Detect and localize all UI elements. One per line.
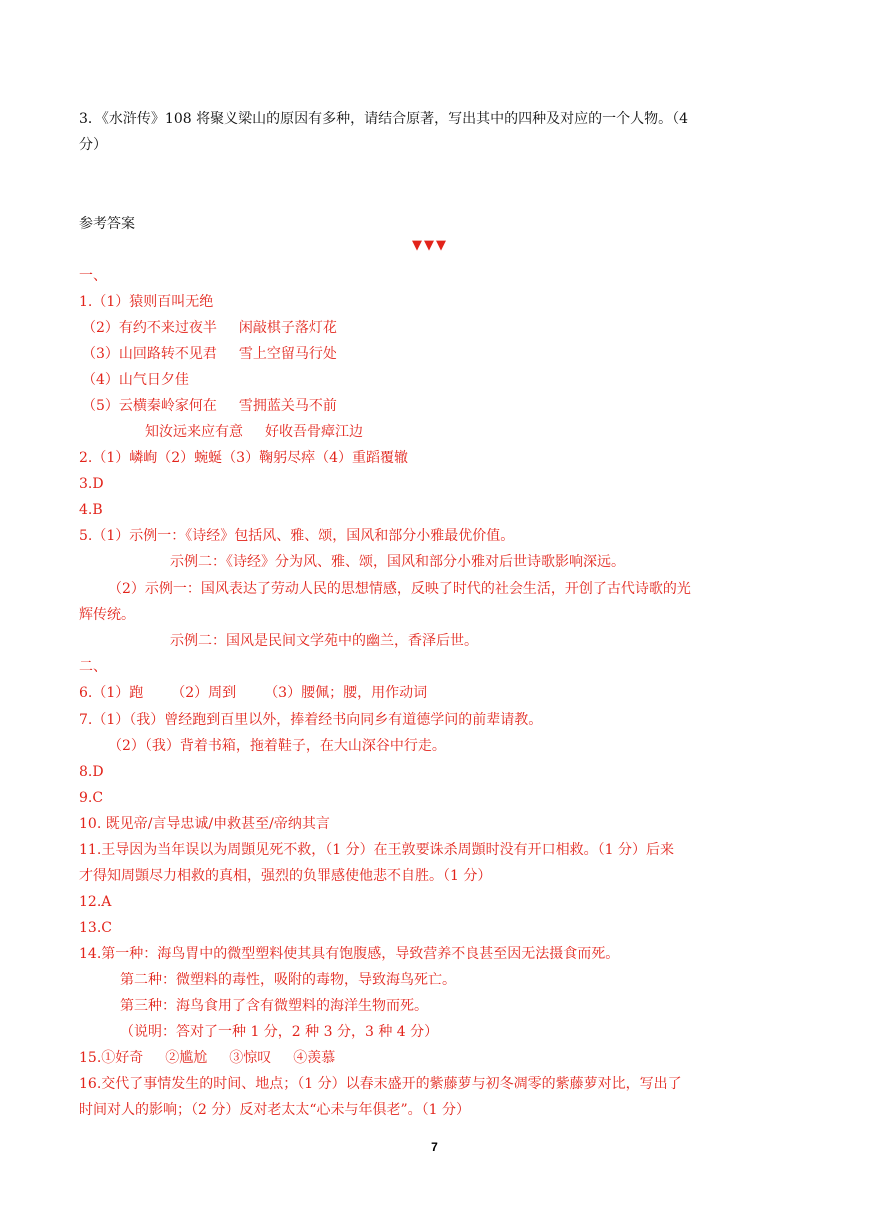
answer-11-line-2: 才得知周顗尽力相救的真相，强烈的负罪感使他悲不自胜。（1 分）: [79, 868, 492, 884]
answer-4: 4.B: [79, 502, 103, 518]
answer-16-line-1: 16.交代了事情发生的时间、地点；（1 分）以春末盛开的紫藤萝与初冬凋零的紫藤萝对比，写出了: [79, 1076, 682, 1092]
answer-1-part-2-a: （2）有约不来过夜半: [82, 320, 217, 336]
answer-16-line-2: 时间对人的影响；（2 分）反对老太太“心未与年俱老”。（1 分）: [79, 1102, 471, 1118]
answer-1-part-1: 1.（1）猿则百叫无绝: [79, 294, 214, 310]
answer-15-a: 15.①好奇: [79, 1050, 144, 1066]
answer-10: 10. 既见帝/言导忠诚/申救甚至/帝纳其言: [79, 816, 330, 832]
question-3-line-1: 3．《水浒传》108 将聚义梁山的原因有多种，请结合原著，写出其中的四种及对应的一个人物。（4: [79, 111, 688, 127]
page-number: 7: [431, 1140, 438, 1154]
answer-5-line-5: 示例二：国风是民间文学苑中的幽兰，香泽后世。: [170, 633, 478, 649]
answer-14-line-2: 第二种：微塑料的毒性，吸附的毒物，导致海鸟死亡。: [120, 972, 456, 988]
triangle-marker-icon: ▼▼▼: [412, 238, 448, 253]
answer-14-line-3: 第三种：海鸟食用了含有微塑料的海洋生物而死。: [120, 998, 428, 1014]
answer-15: [79, 1049, 335, 1067]
answer-14-line-1: 14.第一种：海鸟胃中的微型塑料使其具有饱腹感，导致营养不良甚至因无法摄食而死。: [79, 946, 620, 962]
answer-6-c: （3）腰佩；腰，用作动词: [264, 685, 428, 701]
answer-1-part-5-a: （5）云横秦岭家何在: [82, 398, 217, 414]
answer-1-part-2-b: 闲敲棋子落灯花: [238, 320, 337, 336]
section-two-heading: 二、: [79, 659, 107, 675]
answer-1-part-6: [145, 423, 363, 441]
answer-1-part-2: [82, 319, 337, 337]
answer-5-line-2: 示例二：《诗经》分为风、雅、颂，国风和部分小雅对后世诗歌影响深远。: [170, 554, 625, 570]
answer-1-part-3-a: （3）山回路转不见君: [82, 346, 217, 362]
answer-3: 3.D: [79, 476, 104, 492]
answer-1-part-5-b: 雪拥蓝关马不前: [238, 398, 337, 414]
answer-11-line-1: 11.王导因为当年误以为周顗见死不救，（1 分）在王敦要诛杀周顗时没有开口相救。（1 分）后来: [79, 842, 674, 858]
answer-9: 9.C: [79, 790, 104, 806]
answer-7-line-2: （2）（我）背着书箱，拖着鞋子，在大山深谷中行走。: [108, 738, 446, 754]
answer-6-b: （2）周到: [171, 685, 237, 701]
answer-1-part-6-b: 好收吾骨瘴江边: [265, 424, 363, 440]
answer-5-line-4: 辉传统。: [79, 607, 135, 623]
answer-2: 2.（1）嶙峋（2）蜿蜒（3）鞠躬尽瘁（4）重蹈覆辙: [79, 450, 408, 466]
answer-1-part-3: [82, 345, 337, 363]
answer-5-line-1: 5.（1）示例一：《诗经》包括风、雅、颂，国风和部分小雅最优价值。: [79, 528, 515, 544]
answer-1-part-5: [82, 397, 337, 415]
answer-6: [79, 684, 427, 702]
answer-13: 13.C: [79, 920, 112, 936]
answer-14-line-4: （说明：答对了一种 1 分，2 种 3 分，3 种 4 分）: [120, 1024, 439, 1040]
answer-7-line-1: 7.（1）（我）曾经跑到百里以外，捧着经书向同乡有道德学问的前辈请教。: [79, 712, 543, 728]
answer-6-a: 6.（1）跑: [79, 685, 144, 701]
answers-heading: 参考答案: [79, 216, 135, 232]
section-one-heading: 一、: [79, 268, 107, 284]
answer-8: 8.D: [79, 764, 104, 780]
question-3-line-2: 分）: [79, 137, 107, 153]
answer-1-part-4: （4）山气日夕佳: [82, 372, 189, 388]
answer-12: 12.A: [79, 894, 112, 910]
answer-15-c: ③惊叹: [229, 1050, 272, 1066]
answer-1-part-3-b: 雪上空留马行处: [238, 346, 337, 362]
answer-15-b: ②尴尬: [165, 1050, 208, 1066]
answer-1-part-6-a: 知汝远来应有意: [145, 424, 243, 440]
answer-5-line-3: （2）示例一：国风表达了劳动人民的思想情感，反映了时代的社会生活，开创了古代诗歌的光: [108, 581, 691, 597]
answer-15-d: ④羡慕: [293, 1050, 336, 1066]
